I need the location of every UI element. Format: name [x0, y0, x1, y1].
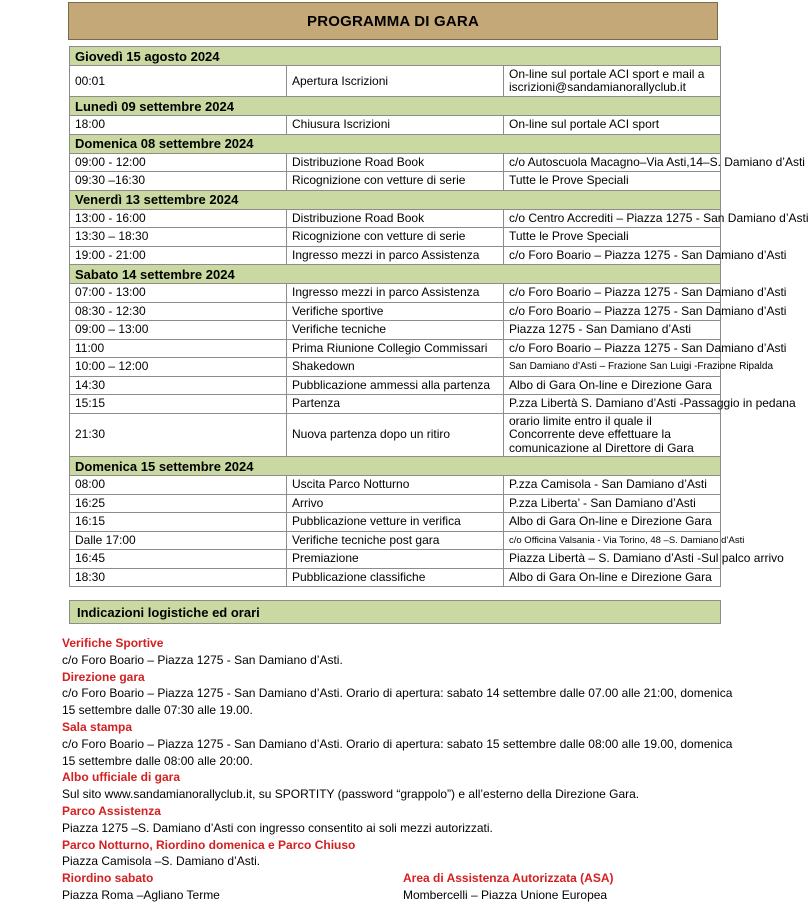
table-row — [70, 476, 721, 495]
cell-event: Shakedown — [287, 358, 504, 377]
cell-place: San Damiano d’Asti – Frazione San Luigi -Frazione Ripalda — [504, 358, 721, 377]
cell-event: Verifiche tecniche — [287, 321, 504, 340]
cell-event: Pubblicazione ammessi alla partenza — [287, 376, 504, 395]
table-row — [70, 358, 721, 377]
cell-place: orario limite entro il quale il Concorrente deve effettuare la comunicazione al Direttore di Gara — [504, 413, 721, 457]
cell-time: 19:00 - 21:00 — [70, 246, 287, 265]
day-header-row — [70, 265, 721, 284]
cell-time: 13:30 – 18:30 — [70, 228, 287, 247]
logistics-last-row — [62, 870, 742, 904]
cell-time: 09:00 - 12:00 — [70, 153, 287, 172]
cell-event: Uscita Parco Notturno — [287, 476, 504, 495]
cell-event: Pubblicazione classifiche — [287, 568, 504, 587]
cell-place: Albo di Gara On-line e Direzione Gara — [504, 376, 721, 395]
table-row — [70, 531, 721, 550]
cell-place: c/o Centro Accrediti – Piazza 1275 - San Damiano d’Asti — [504, 209, 721, 228]
cell-place: P.zza Camisola - San Damiano d’Asti — [504, 476, 721, 495]
cell-place: c/o Foro Boario – Piazza 1275 - San Damiano d’Asti — [504, 284, 721, 303]
cell-event: Arrivo — [287, 494, 504, 513]
table-row — [70, 246, 721, 265]
cell-time: 09:30 –16:30 — [70, 172, 287, 191]
cell-place: Albo di Gara On-line e Direzione Gara — [504, 513, 721, 532]
cell-time: 08:00 — [70, 476, 287, 495]
day-header-row — [70, 47, 721, 66]
logistics-item — [62, 837, 742, 871]
logistics-header: Indicazioni logistiche ed orari — [69, 600, 721, 624]
logistics-text: c/o Foro Boario – Piazza 1275 - San Damiano d’Asti. Orario di apertura: sabato 15 settembre dalle 08:00 alle 19.00, domenica 15 settembre dalle 08:00 alle 20:00. — [62, 736, 733, 768]
cell-event: Distribuzione Road Book — [287, 209, 504, 228]
table-row — [70, 228, 721, 247]
cell-event: Premiazione — [287, 550, 504, 569]
cell-time: 14:30 — [70, 376, 287, 395]
cell-time: 10:00 – 12:00 — [70, 358, 287, 377]
day-header-row — [70, 97, 721, 116]
cell-time: 15:15 — [70, 395, 287, 414]
logistics-item — [62, 769, 742, 803]
logistics-text: c/o Foro Boario – Piazza 1275 - San Damiano d’Asti. Orario di apertura: sabato 14 settembre dalle 07.00 alle 21:00, domenica 15 settembre dalle 07:30 alle 19.00. — [62, 686, 733, 718]
logistics-item — [62, 719, 742, 769]
table-row — [70, 153, 721, 172]
schedule-table — [69, 46, 808, 587]
logistics-text: Piazza Roma –Agliano Terme — [62, 887, 220, 902]
cell-event: Ingresso mezzi in parco Assistenza — [287, 246, 504, 265]
cell-place: P.zza Libertà S. Damiano d’Asti -Passaggio in pedana — [504, 395, 721, 414]
day-label: Giovedì 15 agosto 2024 — [70, 47, 721, 66]
cell-event: Verifiche sportive — [287, 302, 504, 321]
table-row — [70, 339, 721, 358]
table-row — [70, 302, 721, 321]
cell-event: Distribuzione Road Book — [287, 153, 504, 172]
table-row — [70, 284, 721, 303]
logistics-text: Piazza Camisola –S. Damiano d’Asti. — [62, 854, 261, 869]
table-row — [70, 413, 721, 457]
logistics-text: Piazza 1275 –S. Damiano d’Asti con ingresso consentito ai soli mezzi autorizzati. — [62, 820, 493, 835]
table-row — [70, 209, 721, 228]
table-row — [70, 494, 721, 513]
cell-time: 16:25 — [70, 494, 287, 513]
cell-place: Piazza Libertà – S. Damiano d’Asti -Sul palco arrivo — [504, 550, 721, 569]
cell-event: Apertura Iscrizioni — [287, 66, 504, 97]
day-label: Lunedì 09 settembre 2024 — [70, 97, 721, 116]
cell-event: Verifiche tecniche post gara — [287, 531, 504, 550]
logistics-item — [62, 870, 401, 904]
cell-place: c/o Foro Boario – Piazza 1275 - San Damiano d’Asti — [504, 339, 721, 358]
cell-event: Prima Riunione Collegio Commissari — [287, 339, 504, 358]
cell-event: Partenza — [287, 395, 504, 414]
cell-place: P.zza Liberta’ - San Damiano d’Asti — [504, 494, 721, 513]
logistics-text: Sul sito www.sandamianorallyclub.it, su SPORTITY (password “grappolo”) e all’esterno della Direzione Gara. — [62, 787, 640, 802]
logistics-heading: Area di Assistenza Autorizzata (ASA) — [403, 871, 614, 886]
cell-place: c/o Foro Boario – Piazza 1275 - San Damiano d’Asti — [504, 246, 721, 265]
cell-time: 18:30 — [70, 568, 287, 587]
day-label: Domenica 08 settembre 2024 — [70, 134, 721, 153]
cell-place: Tutte le Prove Speciali — [504, 172, 721, 191]
cell-time: 09:00 – 13:00 — [70, 321, 287, 340]
day-label: Venerdì 13 settembre 2024 — [70, 190, 721, 209]
cell-event: Ricognizione con vetture di serie — [287, 172, 504, 191]
table-row — [70, 66, 721, 97]
cell-time: 18:00 — [70, 116, 287, 135]
table-row — [70, 550, 721, 569]
cell-time: 13:00 - 16:00 — [70, 209, 287, 228]
table-row — [70, 513, 721, 532]
day-header-row — [70, 190, 721, 209]
table-row — [70, 116, 721, 135]
cell-time: 16:45 — [70, 550, 287, 569]
logistics-item — [62, 669, 742, 719]
table-row — [70, 172, 721, 191]
page-title: PROGRAMMA DI GARA — [68, 2, 718, 40]
cell-place: Albo di Gara On-line e Direzione Gara — [504, 568, 721, 587]
logistics-text: Mombercelli – Piazza Unione Europea — [403, 887, 608, 902]
cell-event: Ricognizione con vetture di serie — [287, 228, 504, 247]
day-label: Domenica 15 settembre 2024 — [70, 457, 721, 476]
table-row — [70, 376, 721, 395]
logistics-heading: Direzione gara — [62, 669, 145, 684]
table-row — [70, 568, 721, 587]
logistics-heading: Sala stampa — [62, 719, 133, 734]
logistics-heading: Parco Notturno, Riordino domenica e Parco Chiuso — [62, 837, 356, 852]
cell-time: 16:15 — [70, 513, 287, 532]
cell-place: On-line sul portale ACI sport e mail a iscrizioni@sandamianorallyclub.it — [504, 66, 721, 97]
logistics-item — [62, 635, 742, 669]
cell-place: Piazza 1275 - San Damiano d’Asti — [504, 321, 721, 340]
logistics-heading: Albo ufficiale di gara — [62, 770, 181, 785]
cell-place: On-line sul portale ACI sport — [504, 116, 721, 135]
cell-time: 11:00 — [70, 339, 287, 358]
logistics-item — [62, 803, 742, 837]
logistics-text: c/o Foro Boario – Piazza 1275 - San Damiano d’Asti. — [62, 652, 343, 667]
logistics-heading: Parco Assistenza — [62, 803, 161, 818]
logistics-heading: Verifiche Sportive — [62, 636, 164, 650]
cell-event: Ingresso mezzi in parco Assistenza — [287, 284, 504, 303]
logistics-item — [401, 870, 742, 904]
cell-event: Pubblicazione vetture in verifica — [287, 513, 504, 532]
table-row — [70, 395, 721, 414]
day-label: Sabato 14 settembre 2024 — [70, 265, 721, 284]
cell-place: Tutte le Prove Speciali — [504, 228, 721, 247]
cell-time: 07:00 - 13:00 — [70, 284, 287, 303]
cell-time: 21:30 — [70, 413, 287, 457]
logistics-heading: Riordino sabato — [62, 871, 154, 886]
cell-place: c/o Officina Valsania - Via Torino, 48 –S. Damiano d’Asti — [504, 531, 721, 550]
day-header-row — [70, 134, 721, 153]
cell-place: c/o Foro Boario – Piazza 1275 - San Damiano d’Asti — [504, 302, 721, 321]
cell-time: 08:30 - 12:30 — [70, 302, 287, 321]
cell-time: Dalle 17:00 — [70, 531, 287, 550]
cell-event: Chiusura Iscrizioni — [287, 116, 504, 135]
cell-event: Nuova partenza dopo un ritiro — [287, 413, 504, 457]
table-row — [70, 321, 721, 340]
logistics-notes — [62, 635, 742, 904]
day-header-row — [70, 457, 721, 476]
cell-time: 00:01 — [70, 66, 287, 97]
cell-place: c/o Autoscuola Macagno–Via Asti,14–S. Damiano d’Asti — [504, 153, 721, 172]
